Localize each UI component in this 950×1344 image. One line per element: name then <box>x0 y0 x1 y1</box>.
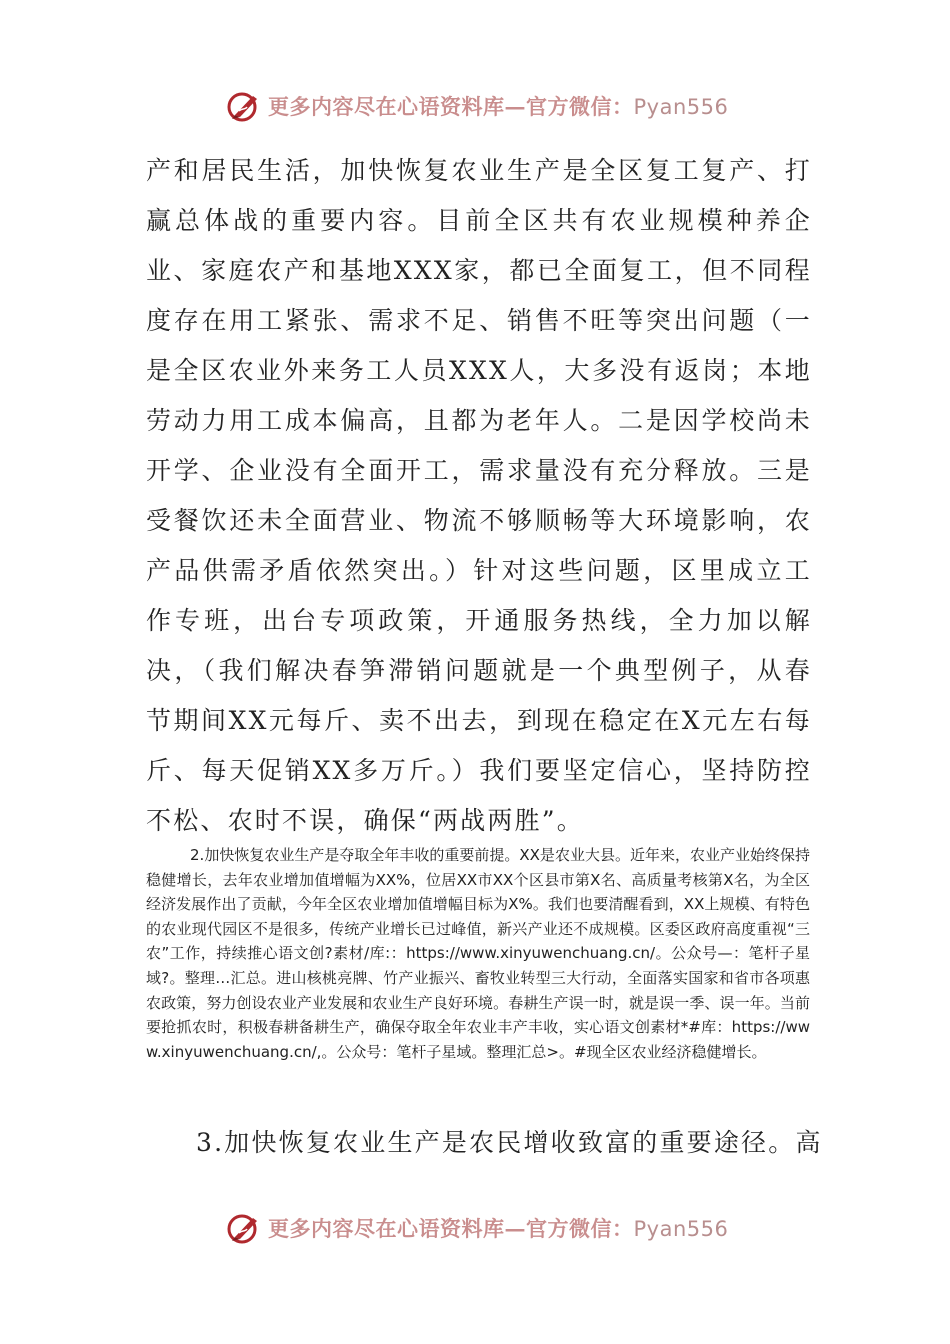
pen-logo-icon <box>226 1210 262 1246</box>
watermark-brand: Pyan556 <box>633 95 729 119</box>
paragraph-2: 2.加快恢复农业生产是夺取全年丰收的重要前提。XX是农业大县。近年来，农业产业始终保持稳健增长，去年农业增加值增幅为XX%，位居XX市XX个区县市第X名、高质量考核第X名，为全区经济发展作出了贡献，今年全区农业增加值增幅目标为X%。我们也要清醒看到，XX上规模、有特色的农业现代园区不是很多，传统产业增长已过峰值，新兴产业还不成规模。区委区政府高度重视“三农”工作，持续推心语文创?素材/库:：https://www.xinyuwenchuang.cn/。公众号—：笔杆子星域?。整理…汇总。进山核桃亮牌、竹产业振兴、畜牧业转型三大行动，全面落实国家和省市各项惠农政策，努力创设农业产业发展和农业生产良好环境。春耕生产误一时，就是误一季、误一年。当前要抢抓农时，积极春耕备耕生产，确保夺取全年农业丰产丰收，实心语文创素材*#库：https://www.xinyuwenchuang.cn/,。公众号：笔杆子星域。整理汇总>。#现全区农业经济稳健增长。 <box>146 846 810 1061</box>
header-watermark <box>226 86 746 126</box>
watermark-text: 更多内容尽在心语资料库—官方微信：Pyan556 <box>268 1216 729 1241</box>
watermark-text: 更多内容尽在心语资料库—官方微信：Pyan556 <box>268 94 729 119</box>
pen-logo-icon <box>226 88 262 124</box>
footer-watermark <box>226 1208 746 1248</box>
paragraph-1: 产和居民生活，加快恢复农业生产是全区复工复产、打赢总体战的重要内容。目前全区共有农业规模种养企业、家庭农产和基地XXX家，都已全面复工，但不同程度存在用工紧张、需求不足、销售不旺等突出问题（一是全区农业外来务工人员XXX人，大多没有返岗；本地劳动力用工成本偏高，且都为老年人。二是因学校尚未开学、企业没有全面开工，需求量没有充分释放。三是受餐饮还未全面营业、物流不够顺畅等大环境影响，农产品供需矛盾依然突出。）针对这些问题，区里成立工作专班，出台专项政策，开通服务热线，全力加以解决，（我们解决春笋滞销问题就是一个典型例子，从春节期间XX元每斤、卖不出去，到现在稳定在X元左右每斤、每天促销XX多万斤。）我们要坚定信心，坚持防控不松、农时不误，确保“两战两胜”。 <box>146 156 812 835</box>
watermark-brand: Pyan556 <box>633 1217 729 1241</box>
paragraph-3: 3.加快恢复农业生产是农民增收致富的重要途径。高 <box>196 1128 823 1157</box>
